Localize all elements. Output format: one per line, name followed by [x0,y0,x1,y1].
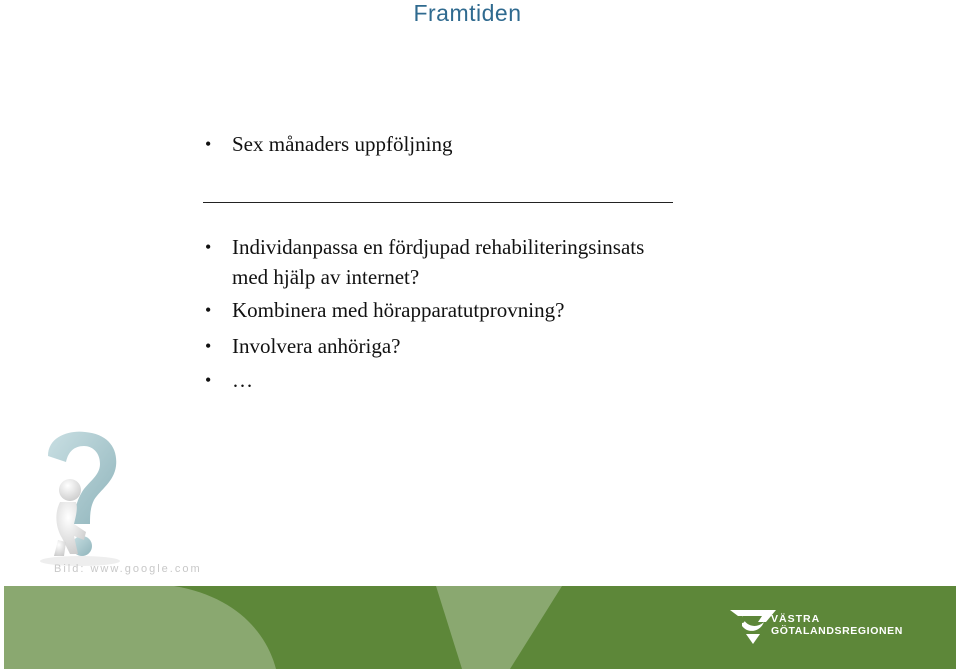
image-credit: Bild: www.google.com [54,563,202,575]
bullet-text: med hjälp av internet? [232,265,420,289]
question-mark-figure-image [30,428,135,568]
bullet-marker: • [205,300,212,320]
bullet-marker: • [205,370,212,390]
bullet-text: Individanpassa en fördjupad rehabiliteringsinsats [232,235,645,259]
bullet-marker: • [205,237,212,257]
bullet-marker: • [205,134,212,154]
bullet-text: Kombinera med hörapparatutprovning? [232,298,565,322]
bullet-text: Involvera anhöriga? [232,334,401,358]
slide-title: Framtiden [413,0,522,26]
logo-line-1: VÄSTRA [771,613,821,625]
logo-wordmark [771,613,903,637]
logo-line-2: GÖTALANDSREGIONEN [771,625,903,637]
divider-line [203,202,673,203]
bullet-marker: • [205,336,212,356]
bullet-text: … [232,368,253,392]
bullet-text: Sex månaders uppföljning [232,132,453,156]
